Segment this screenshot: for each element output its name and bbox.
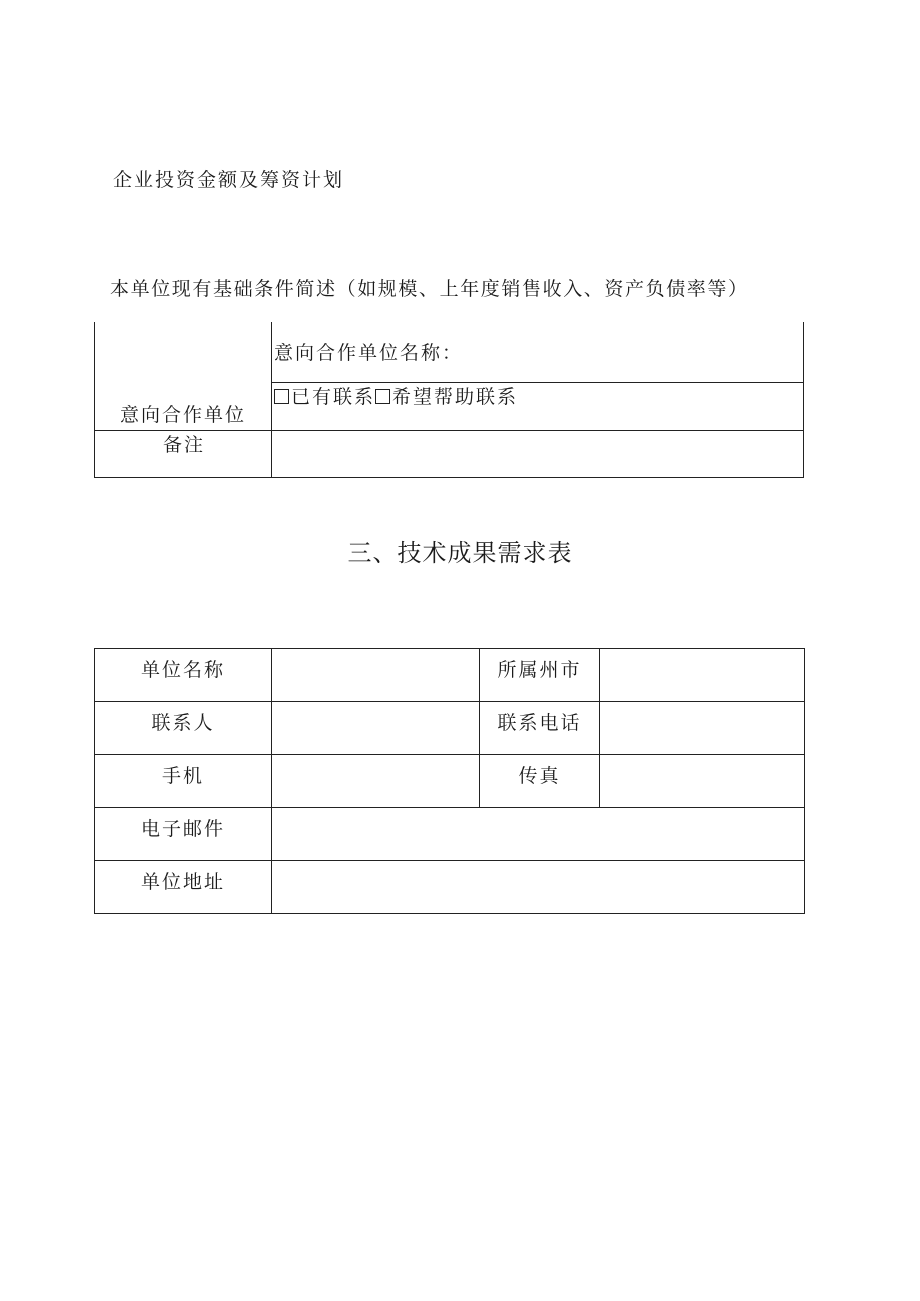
email-label: 电子邮件	[95, 808, 272, 861]
contact-person-field[interactable]	[272, 702, 480, 755]
unit-name-label: 单位名称	[95, 649, 272, 702]
fax-label: 传真	[480, 755, 600, 808]
contacted-option-label: 已有联系	[291, 386, 376, 408]
partner-row-label: 意向合作单位	[120, 404, 247, 426]
fax-field[interactable]	[600, 755, 805, 808]
table-row	[95, 808, 805, 861]
table-row	[95, 649, 805, 702]
unit-name-field[interactable]	[272, 649, 480, 702]
need-help-checkbox[interactable]	[375, 389, 390, 404]
contact-person-label: 联系人	[95, 702, 272, 755]
mobile-label: 手机	[95, 755, 272, 808]
prefecture-label: 所属州市	[480, 649, 600, 702]
prefecture-field[interactable]	[600, 649, 805, 702]
requirement-form-title: 三、技术成果需求表	[347, 539, 573, 567]
contact-phone-field[interactable]	[600, 702, 805, 755]
table-row	[95, 861, 805, 914]
mobile-field[interactable]	[272, 755, 480, 808]
contacted-checkbox[interactable]	[274, 389, 289, 404]
table-row	[95, 702, 805, 755]
address-label: 单位地址	[95, 861, 272, 914]
table-bottom-line	[94, 477, 804, 478]
contact-phone-label: 联系电话	[480, 702, 600, 755]
email-field[interactable]	[272, 808, 805, 861]
remarks-field[interactable]	[272, 431, 803, 477]
requirement-form-table	[94, 648, 805, 914]
basic-conditions-label: 本单位现有基础条件简述（如规模、上年度销售收入、资产负债率等）	[110, 278, 749, 300]
table-row	[95, 755, 805, 808]
remarks-label: 备注	[163, 434, 206, 456]
table-row-line	[271, 382, 804, 383]
need-help-option-label: 希望帮助联系	[392, 386, 519, 408]
partner-name-field-label: 意向合作单位名称：	[274, 342, 464, 364]
investment-plan-label: 企业投资金额及筹资计划	[113, 169, 345, 191]
table-border-right	[803, 322, 804, 478]
table-border-left	[94, 322, 95, 478]
contact-options	[274, 388, 518, 407]
address-field[interactable]	[272, 861, 805, 914]
